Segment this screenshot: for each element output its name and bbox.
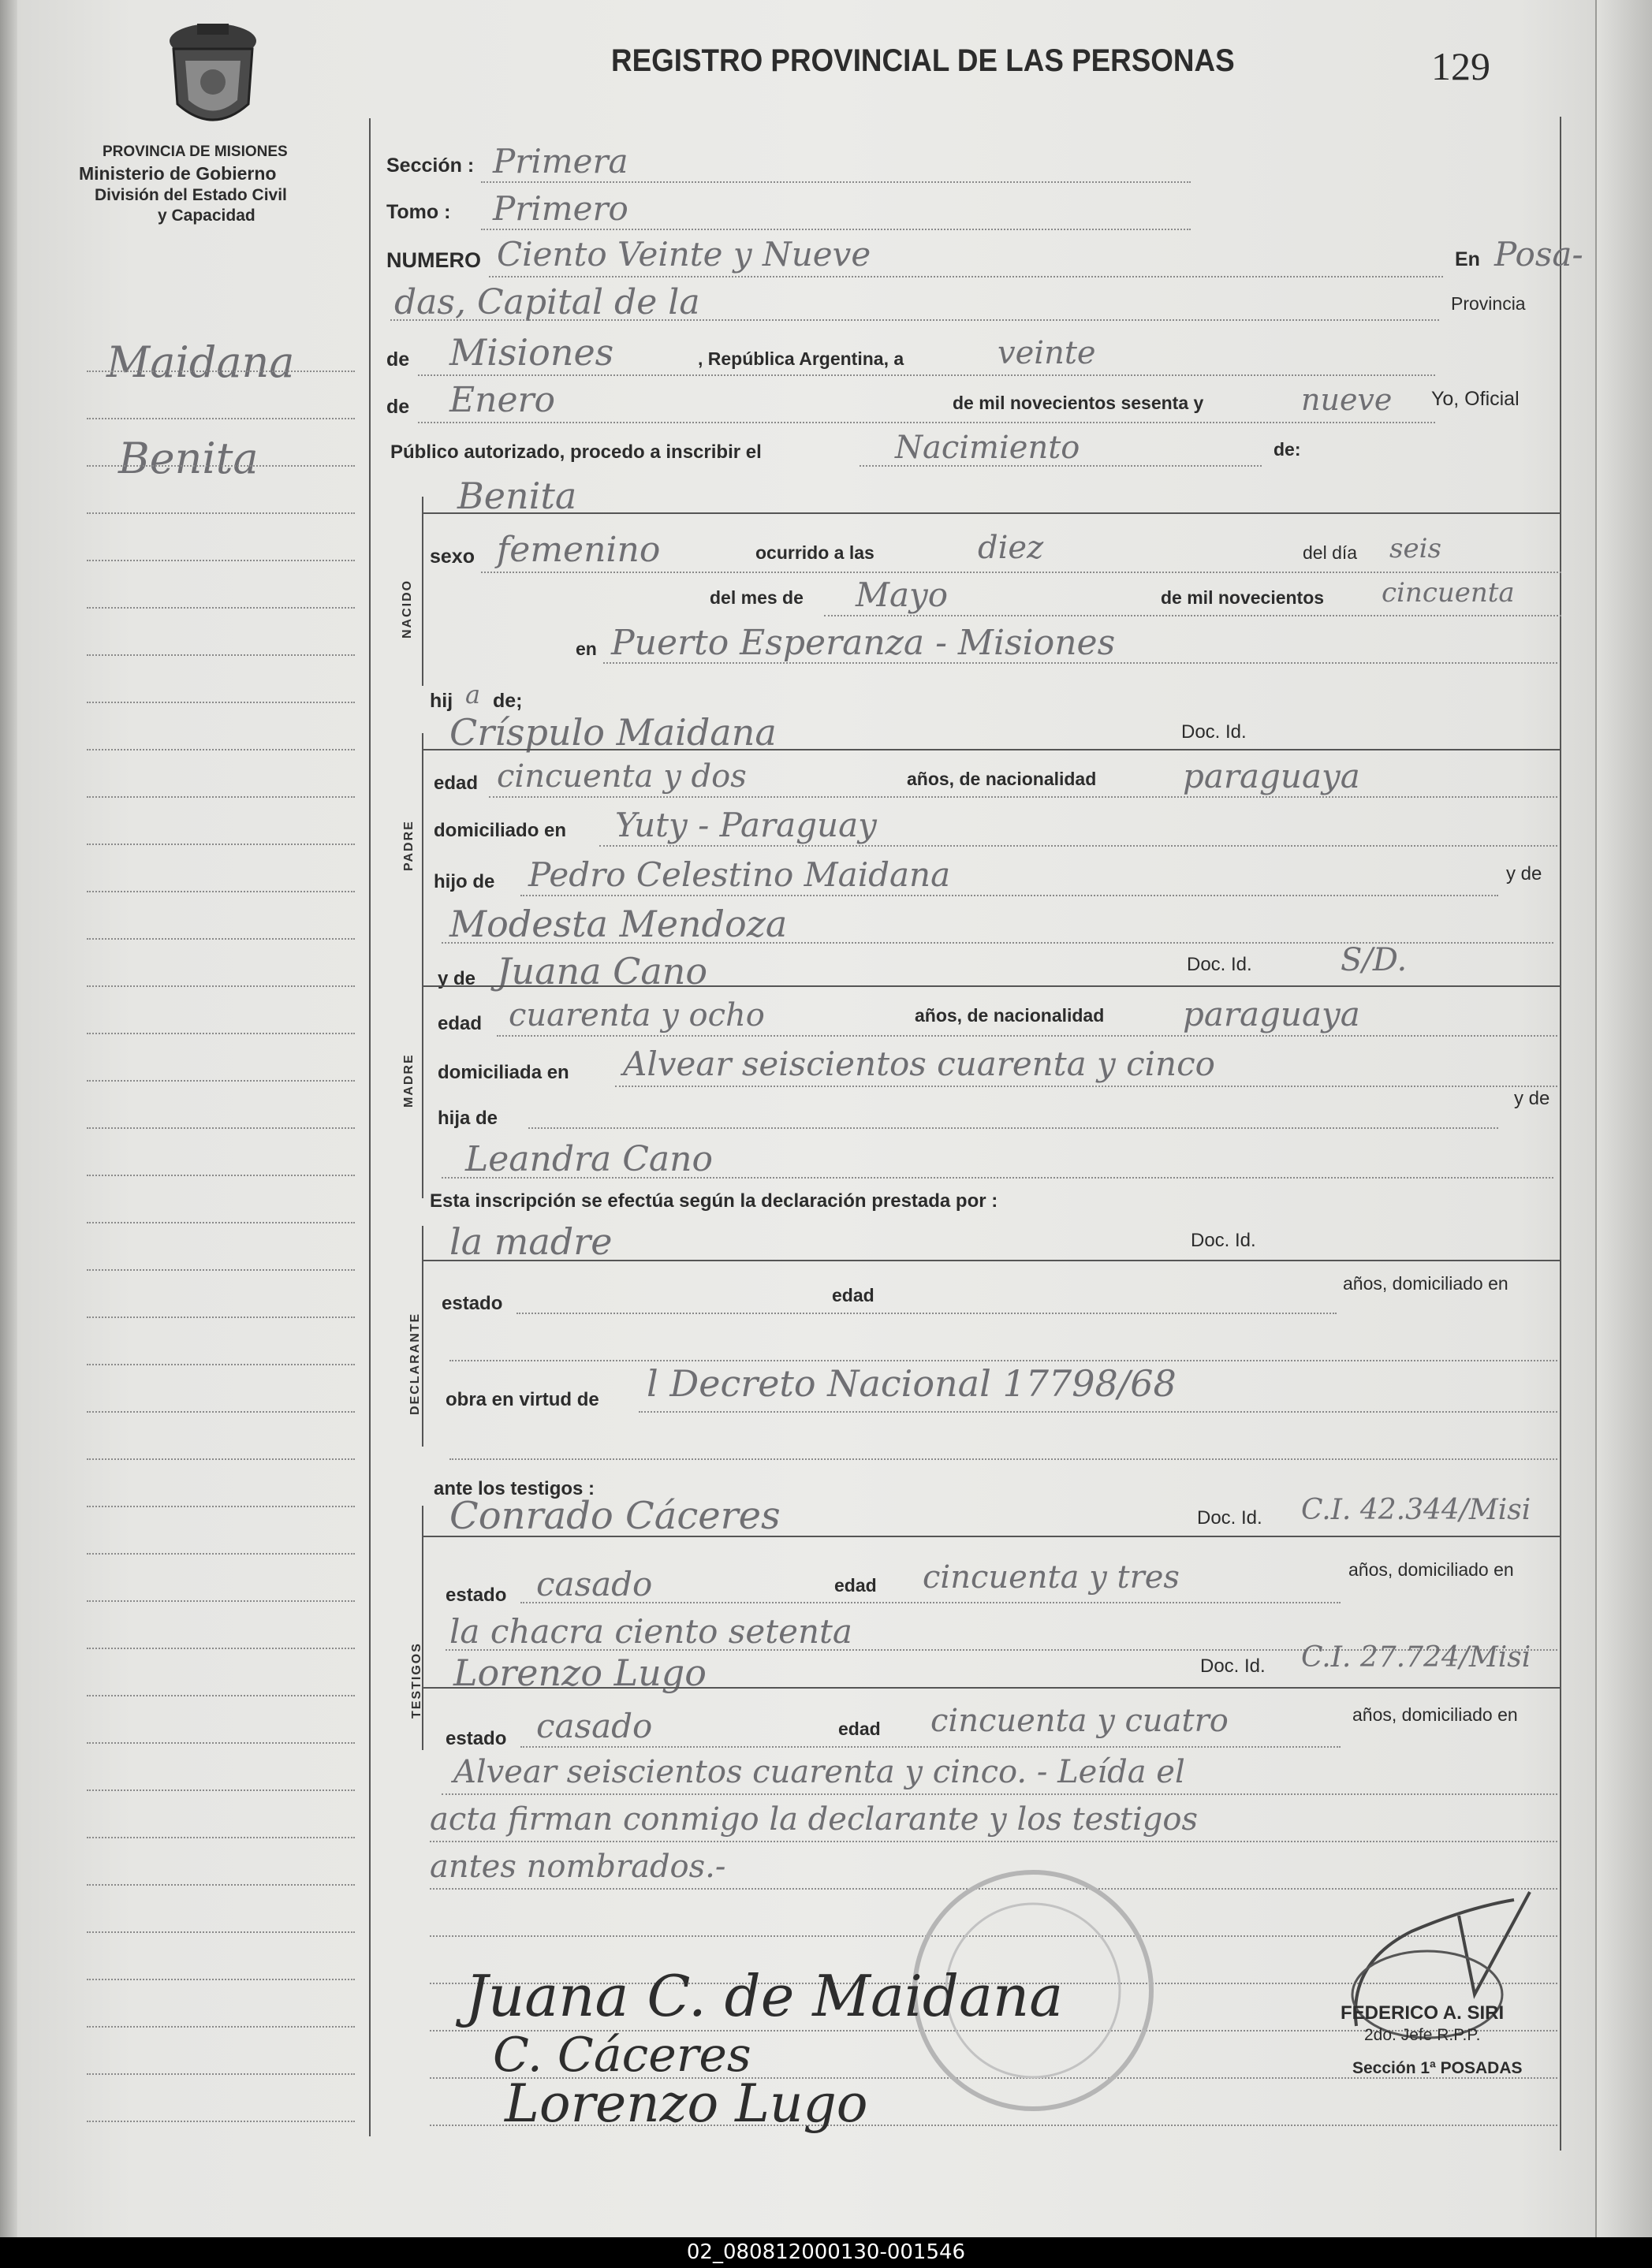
padre-padre-de: Pedro Celestino Maidana xyxy=(528,855,951,894)
t1-estado: casado xyxy=(536,1565,653,1603)
declarante-doc-label: Doc. Id. xyxy=(1191,1230,1256,1251)
margin-ruled-line xyxy=(87,1080,355,1082)
margin-ruled-line xyxy=(87,654,355,656)
padre-nac-value: paraguaya xyxy=(1183,757,1360,795)
book-spine xyxy=(0,0,17,2237)
padre-edad-value: cincuenta y dos xyxy=(497,758,747,795)
seccion-label: Sección : xyxy=(386,155,475,177)
obra-line xyxy=(639,1411,1557,1413)
margin-ruled-line xyxy=(87,2121,355,2122)
padre-doc-label: Doc. Id. xyxy=(1181,721,1247,743)
nacido-dia-value: seis xyxy=(1389,533,1441,564)
declarante-edad-label: edad xyxy=(832,1285,874,1305)
margin-ruled-line xyxy=(87,1837,355,1838)
numero-line xyxy=(489,276,1443,277)
t1-name: Conrado Cáceres xyxy=(449,1494,781,1538)
margin-ruled-line xyxy=(87,1884,355,1886)
margin-ruled-line xyxy=(87,371,355,372)
dia-value: veinte xyxy=(998,335,1096,371)
madre-dom-value: Alvear seiscientos cuarenta y cinco xyxy=(623,1045,1215,1083)
padre-yde-label: y de xyxy=(1506,863,1542,884)
padre-dom-label: domiciliado en xyxy=(434,820,567,841)
declarante-intro: Esta inscripción se efectúa según la declaración prestada por : xyxy=(430,1190,998,1212)
de-label: de xyxy=(386,348,410,371)
de2-label: de xyxy=(386,396,410,418)
signature-testigo-1: C. Cáceres xyxy=(493,2028,751,2083)
padre-hijo-line xyxy=(520,895,1498,896)
nacido-name: Benita xyxy=(457,475,577,517)
de3-label: de: xyxy=(1273,439,1301,460)
lugar-line xyxy=(603,662,1557,664)
oficial-cargo: 2do. Jefe R.P.P. xyxy=(1364,2026,1481,2044)
acto-line xyxy=(860,465,1262,467)
declarante-dom-line xyxy=(449,1360,1557,1361)
t2-dom: Alvear seiscientos cuarenta y cinco. - Leída el xyxy=(453,1754,1185,1790)
margin-ruled-line xyxy=(87,1695,355,1696)
t1-edad-label: edad xyxy=(834,1575,877,1596)
provincia-value: Misiones xyxy=(449,331,614,374)
madre-edad-value: cuarenta y ocho xyxy=(509,997,765,1033)
declarante-name: la madre xyxy=(449,1220,613,1263)
page-number: 129 xyxy=(1431,44,1490,88)
margin-ruled-line xyxy=(87,1742,355,1744)
ocurrido-label: ocurrido a las xyxy=(755,542,874,563)
padre-madre-de: Modesta Mendoza xyxy=(449,903,788,945)
publico-label: Público autorizado, procedo a inscribir el xyxy=(390,441,762,463)
en-value-continued: das, Capital de la xyxy=(394,282,700,322)
t1-estado-label: estado xyxy=(446,1585,507,1606)
hijo-label: hij xyxy=(430,690,453,712)
margin-ruled-line xyxy=(87,1979,355,1980)
hora-value: diez xyxy=(978,530,1044,566)
t2-edad: cincuenta y cuatro xyxy=(930,1703,1229,1739)
madre-dom-line xyxy=(615,1086,1557,1087)
margin-ruled-line xyxy=(87,1553,355,1555)
seccion-value: Primera xyxy=(493,142,628,181)
page-edge xyxy=(1595,0,1652,2237)
org-line-4: y Capacidad xyxy=(158,207,255,225)
margin-given-name: Benita xyxy=(118,434,259,483)
margin-ruled-line xyxy=(87,796,355,798)
closing-line-2: antes nombrados.- xyxy=(430,1849,726,1885)
margin-divider xyxy=(369,118,371,2136)
anio-value: nueve xyxy=(1301,382,1393,417)
signature-declarante: Juana C. de Maidana xyxy=(465,1963,1064,2029)
madre-hija-label: hija de xyxy=(438,1108,498,1129)
hijo-suffix: a xyxy=(465,680,481,709)
page-title: REGISTRO PROVINCIAL DE LAS PERSONAS xyxy=(611,43,1235,78)
padre-dom-line xyxy=(599,845,1557,847)
margin-ruled-line xyxy=(87,1789,355,1791)
nacido-anio-value: cincuenta xyxy=(1382,577,1515,609)
madre-yde-label: y de xyxy=(438,968,476,989)
madre-doc-value: S/D. xyxy=(1341,942,1408,978)
declarante-estado-line xyxy=(516,1313,1337,1314)
madre-edad-label: edad xyxy=(438,1013,483,1034)
org-line-2: Ministerio de Gobierno xyxy=(79,163,277,184)
padre-edad-label: edad xyxy=(434,773,479,794)
mes-line xyxy=(418,422,1435,423)
coat-of-arms-logo xyxy=(162,17,264,136)
margin-ruled-line xyxy=(87,1269,355,1271)
closing-line-1-rule xyxy=(430,1841,1557,1842)
sexo-value: femenino xyxy=(497,530,661,570)
t2-estado-line xyxy=(520,1746,1341,1748)
org-line-3: División del Estado Civil xyxy=(95,186,287,204)
margin-ruled-line xyxy=(87,1506,355,1507)
margin-ruled-line xyxy=(87,1364,355,1365)
margin-ruled-line xyxy=(87,2026,355,2028)
en-value: Posa- xyxy=(1494,235,1583,274)
margin-ruled-line xyxy=(87,1033,355,1034)
madre-side-label: MADRE xyxy=(402,1053,416,1108)
closing-line-1: acta firman conmigo la declarante y los testigos xyxy=(430,1801,1198,1838)
t2-dom-label: años, domiciliado en xyxy=(1352,1704,1518,1725)
t1-edad: cincuenta y tres xyxy=(923,1559,1180,1596)
dia-label: del día xyxy=(1303,542,1358,563)
margin-ruled-line xyxy=(87,560,355,561)
dia-line xyxy=(418,374,1435,376)
margin-ruled-line xyxy=(87,2073,355,2075)
obra-value: l Decreto Nacional 17798/68 xyxy=(647,1362,1177,1405)
t2-estado-label: estado xyxy=(446,1728,507,1749)
signature-testigo-2: Lorenzo Lugo xyxy=(505,2073,868,2134)
declarante-side-label: DECLARANTE xyxy=(408,1312,422,1415)
margin-ruled-line xyxy=(87,985,355,987)
margin-ruled-line xyxy=(87,702,355,703)
seccion-line xyxy=(481,181,1191,183)
madre-name: Juana Cano xyxy=(497,950,708,992)
nacido-side-label: NACIDO xyxy=(401,579,414,639)
margin-ruled-line xyxy=(87,1600,355,1602)
t1-top-rule xyxy=(422,1536,1561,1537)
t1-doc-value: C.I. 42.344/Misi xyxy=(1301,1494,1531,1526)
en-label: En xyxy=(1455,248,1480,270)
nacido-bracket xyxy=(422,497,423,686)
declarante-dom-label: años, domiciliado en xyxy=(1343,1273,1508,1294)
madre-dom-label: domiciliada en xyxy=(438,1062,569,1083)
mes-value: Enero xyxy=(449,380,556,420)
sexo-line xyxy=(481,572,1561,573)
padre-top-rule xyxy=(422,749,1561,750)
t2-doc-label: Doc. Id. xyxy=(1200,1655,1266,1677)
t2-estado: casado xyxy=(536,1707,653,1745)
provincia-label: Provincia xyxy=(1451,293,1526,314)
obra-label: obra en virtud de xyxy=(446,1389,599,1410)
margin-ruled-line xyxy=(87,891,355,892)
padre-side-label: PADRE xyxy=(402,820,416,871)
obra-line2 xyxy=(449,1458,1557,1460)
org-line-1: PROVINCIA DE MISIONES xyxy=(103,143,288,160)
right-border xyxy=(1560,117,1561,2151)
madre-top-rule xyxy=(422,985,1561,987)
margin-ruled-line xyxy=(87,749,355,750)
testigos-side-label: TESTIGOS xyxy=(410,1642,423,1719)
margin-ruled-line xyxy=(87,512,355,514)
margin-ruled-line xyxy=(87,418,355,419)
margin-ruled-line xyxy=(87,1222,355,1223)
madre-hija-line xyxy=(528,1127,1498,1129)
margin-ruled-line xyxy=(87,1127,355,1129)
margin-ruled-line xyxy=(87,1648,355,1649)
sexo-label: sexo xyxy=(430,546,475,568)
anio-label: de mil novecientos sesenta y xyxy=(953,393,1204,413)
oficial-seccion: Sección 1ª POSADAS xyxy=(1352,2059,1523,2077)
padre-nac-label: años, de nacionalidad xyxy=(907,769,1097,789)
hijo-de-label: de; xyxy=(493,690,523,712)
declarante-estado-label: estado xyxy=(442,1293,503,1314)
margin-ruled-line xyxy=(87,607,355,609)
t1-doc-label: Doc. Id. xyxy=(1197,1507,1262,1529)
testigos-intro: ante los testigos : xyxy=(434,1478,595,1499)
acto-value: Nacimiento xyxy=(895,430,1080,466)
margin-ruled-line xyxy=(87,1175,355,1176)
republica-label: , República Argentina, a xyxy=(698,348,904,369)
padre-bracket xyxy=(422,733,423,962)
madre-bracket xyxy=(422,962,423,1198)
madre-yde2-label: y de xyxy=(1514,1088,1550,1109)
tomo-line xyxy=(481,229,1191,230)
madre-nac-label: años, de nacionalidad xyxy=(915,1005,1105,1026)
tomo-label: Tomo : xyxy=(386,201,451,223)
image-id-footer: 02_080812000130-001546 xyxy=(0,2237,1652,2268)
numero-label: NUMERO xyxy=(386,248,481,272)
numero-value: Ciento Veinte y Nueve xyxy=(497,235,871,274)
provincia-line xyxy=(390,319,1439,321)
mes-label: del mes de xyxy=(710,587,804,608)
margin-ruled-line xyxy=(87,465,355,467)
padre-name: Críspulo Maidana xyxy=(449,711,777,754)
margin-ruled-line xyxy=(87,1316,355,1318)
margin-ruled-line xyxy=(87,844,355,845)
margin-ruled-line xyxy=(87,1931,355,1933)
t1-dom-label: años, domiciliado en xyxy=(1348,1559,1514,1580)
margin-surname: Maidana xyxy=(106,337,295,387)
declarante-top-rule xyxy=(422,1260,1561,1261)
margin-ruled-line xyxy=(87,1411,355,1413)
padre-hijo-label: hijo de xyxy=(434,871,495,892)
madre-nac-value: paraguaya xyxy=(1183,995,1360,1033)
madre-madre-line xyxy=(442,1177,1553,1179)
madre-madre-de: Leandra Cano xyxy=(465,1139,713,1179)
oficial-name: FEDERICO A. SIRI xyxy=(1341,2002,1505,2024)
mes-nac-line xyxy=(824,615,1561,616)
lugar-en-label: en xyxy=(576,639,597,659)
margin-ruled-line xyxy=(87,1458,355,1460)
padre-edad-line xyxy=(489,796,1557,798)
margin-ruled-line xyxy=(87,938,355,940)
t2-doc-value: C.I. 27.724/Misi xyxy=(1301,1641,1531,1674)
t2-edad-label: edad xyxy=(838,1719,881,1739)
t1-estado-line xyxy=(520,1602,1341,1603)
madre-doc-label: Doc. Id. xyxy=(1187,954,1252,975)
tomo-value: Primero xyxy=(493,189,628,228)
nacido-mes-value: Mayo xyxy=(856,575,949,614)
t2-name: Lorenzo Lugo xyxy=(453,1652,707,1694)
madre-edad-line xyxy=(497,1035,1557,1037)
anio-novecientos-label: de mil novecientos xyxy=(1161,587,1325,608)
t2-dom-line xyxy=(442,1793,1557,1795)
padre-dom-value: Yuty - Paraguay xyxy=(615,806,877,844)
t1-dom: la chacra ciento setenta xyxy=(449,1612,852,1651)
lugar-value: Puerto Esperanza - Misiones xyxy=(611,623,1116,663)
t2-top-rule xyxy=(422,1687,1561,1689)
oficial-label: Yo, Oficial xyxy=(1431,388,1520,410)
nacido-top-rule xyxy=(422,512,1561,514)
